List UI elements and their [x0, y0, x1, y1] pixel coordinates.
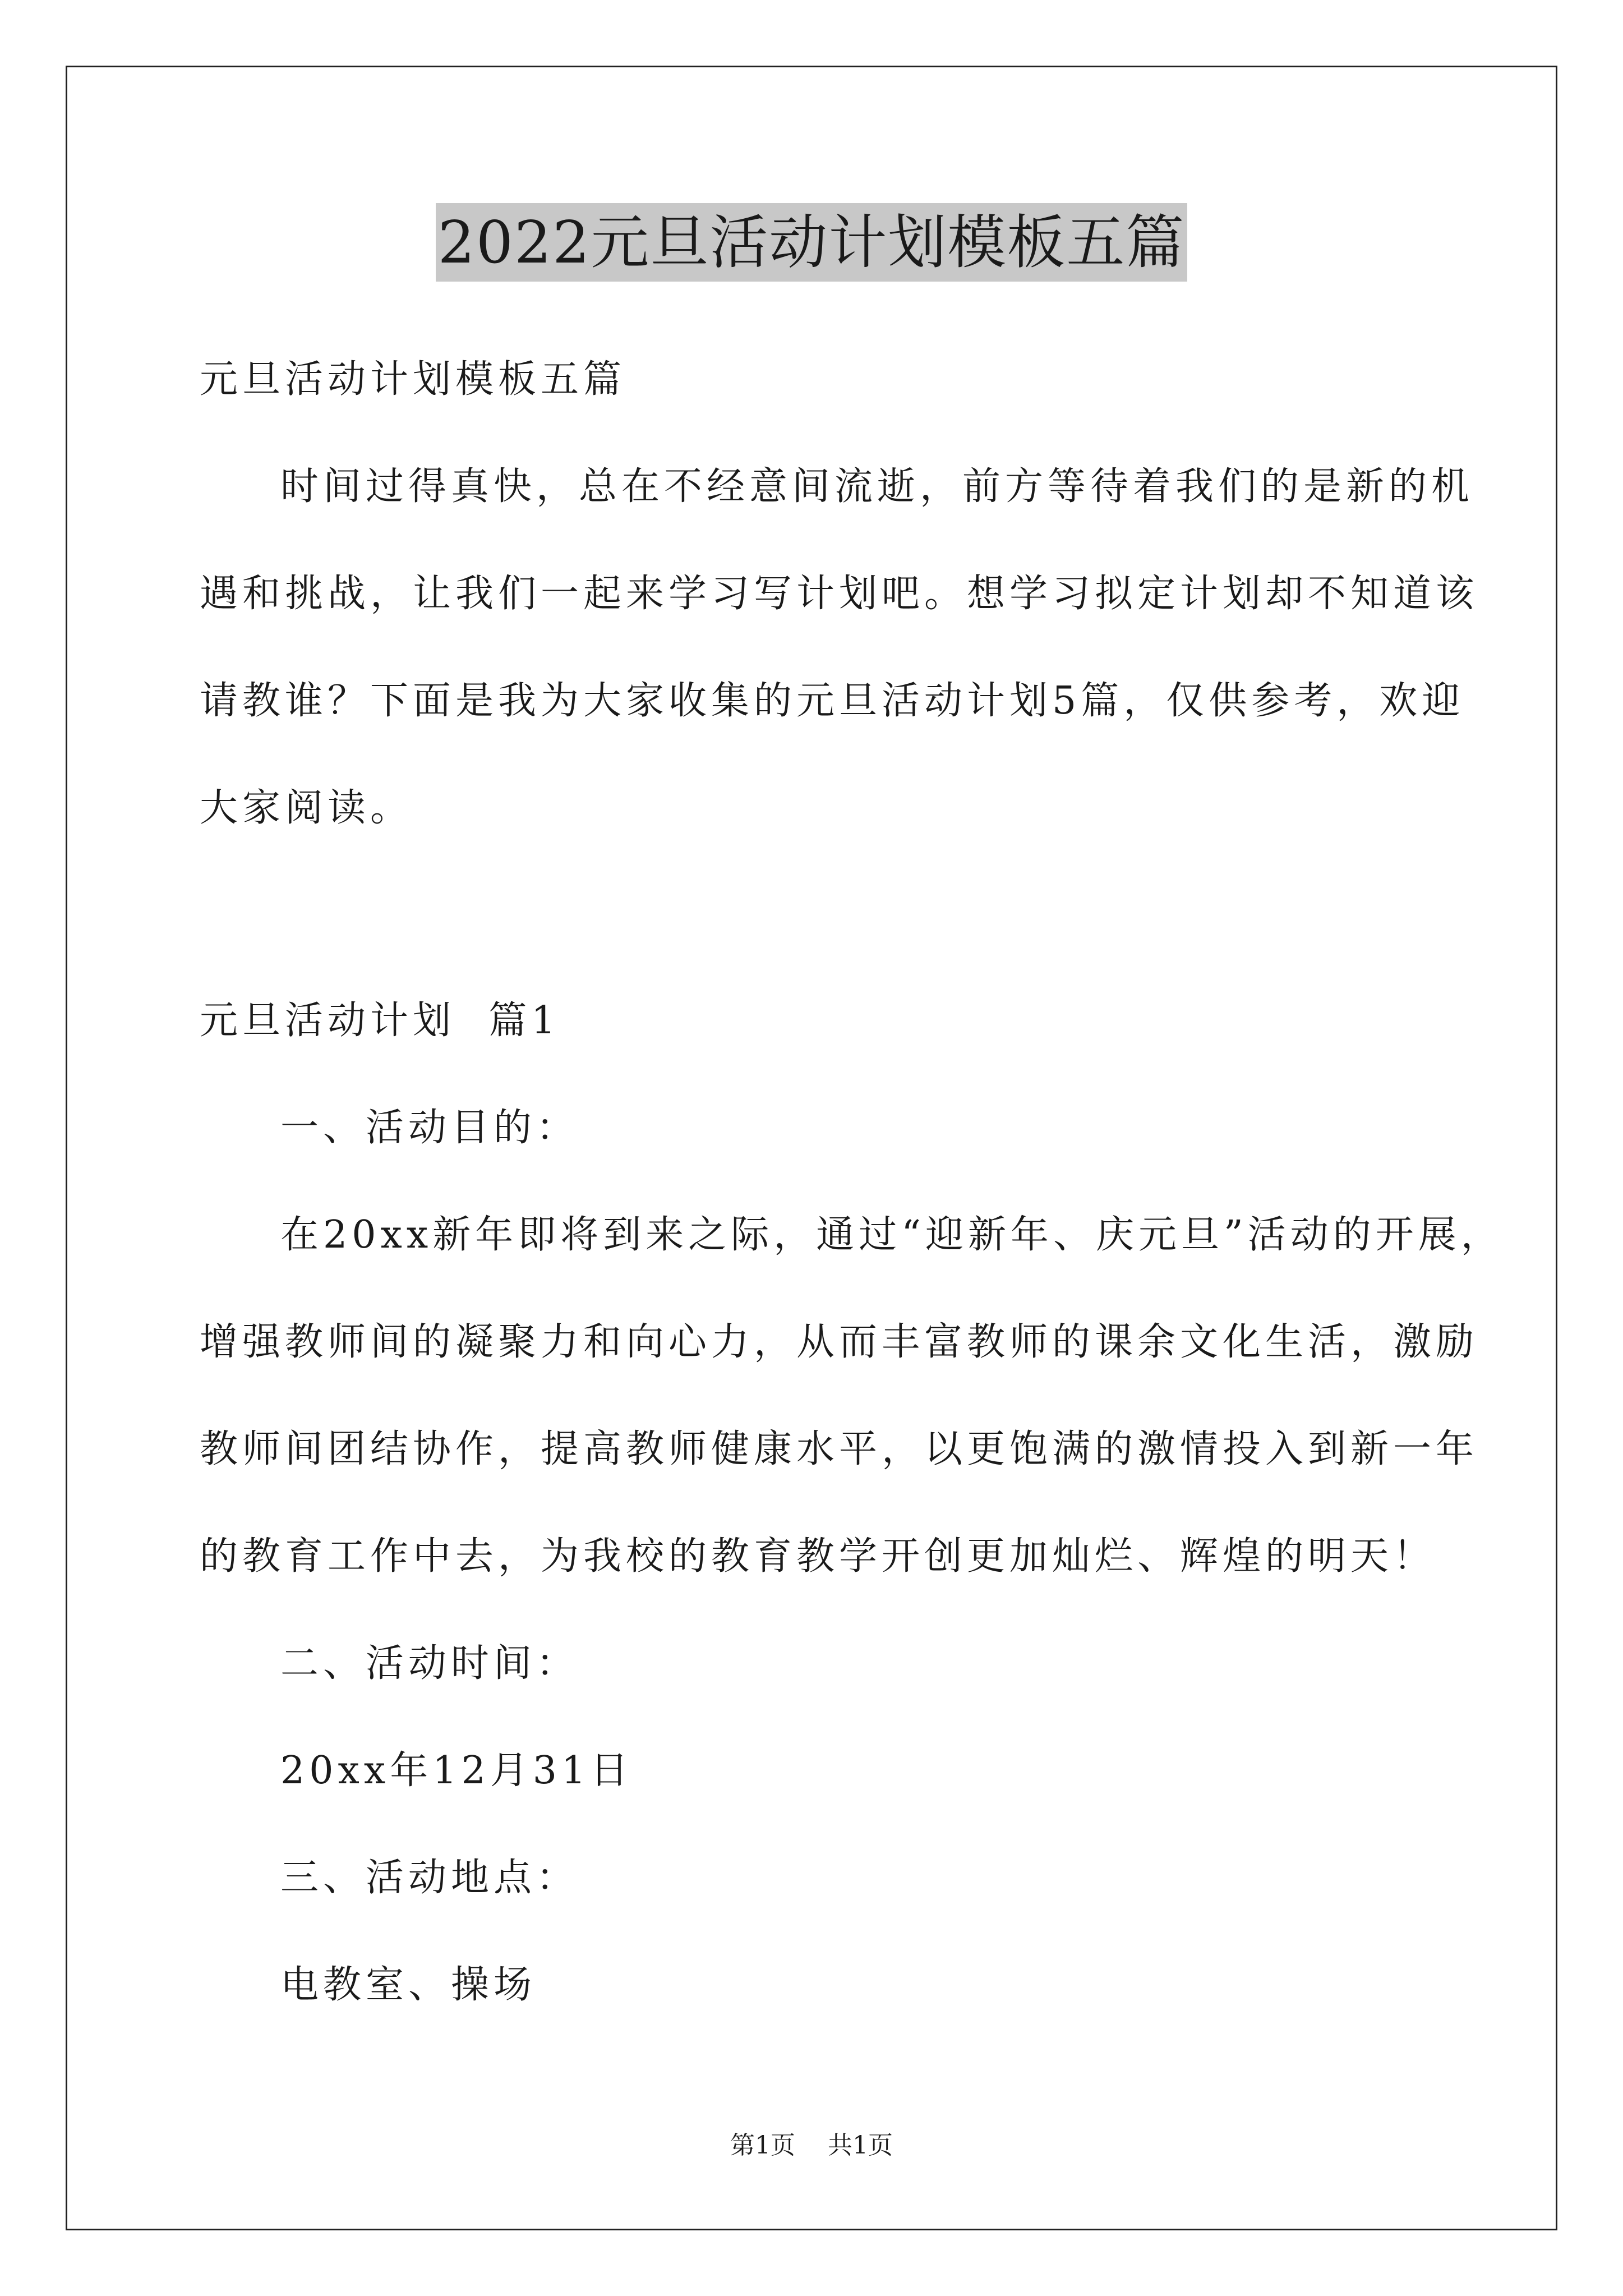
page-total: 共1页: [828, 2131, 893, 2160]
place-value: 电教室、操场: [280, 1963, 537, 2007]
page-number: 第1页: [730, 2131, 795, 2160]
page-footer: [0, 2129, 1623, 2162]
place-heading: 三、活动地点：: [280, 1856, 579, 1900]
purpose-line-4: 的教育工作中去，为我校的教育教学开创更加灿烂、辉煌的明天！: [200, 1534, 1436, 1579]
purpose-line-2: 增强教师间的凝聚力和向心力，从而丰富教师的课余文化生活，激励: [200, 1320, 1479, 1364]
purpose-line-3: 教师间团结协作，提高教师健康水平，以更饱满的激情投入到新一年: [200, 1427, 1479, 1471]
purpose-line-1: 在20xx新年即将到来之际，通过“迎新年、庆元旦”活动的开展，: [280, 1213, 1504, 1257]
intro-line-1: 时间过得真快，总在不经意间流逝，前方等待着我们的是新的机: [280, 464, 1474, 509]
intro-line-2: 遇和挑战，让我们一起来学习写计划吧。想学习拟定计划却不知道该: [200, 572, 1479, 616]
document-subtitle: 元旦活动计划模板五篇: [200, 357, 626, 402]
intro-line-4: 大家阅读。: [200, 786, 413, 830]
section-heading: 元旦活动计划 篇1: [200, 999, 560, 1043]
title-container: [0, 203, 1623, 282]
time-value: 20xx年12月31日: [280, 1749, 633, 1793]
document-title: 2022元旦活动计划模板五篇: [436, 203, 1188, 282]
time-heading: 二、活动时间：: [280, 1641, 579, 1686]
intro-line-3: 请教谁？下面是我为大家收集的元旦活动计划5篇，仅供参考，欢迎: [200, 679, 1465, 723]
purpose-heading: 一、活动目的：: [280, 1106, 579, 1150]
